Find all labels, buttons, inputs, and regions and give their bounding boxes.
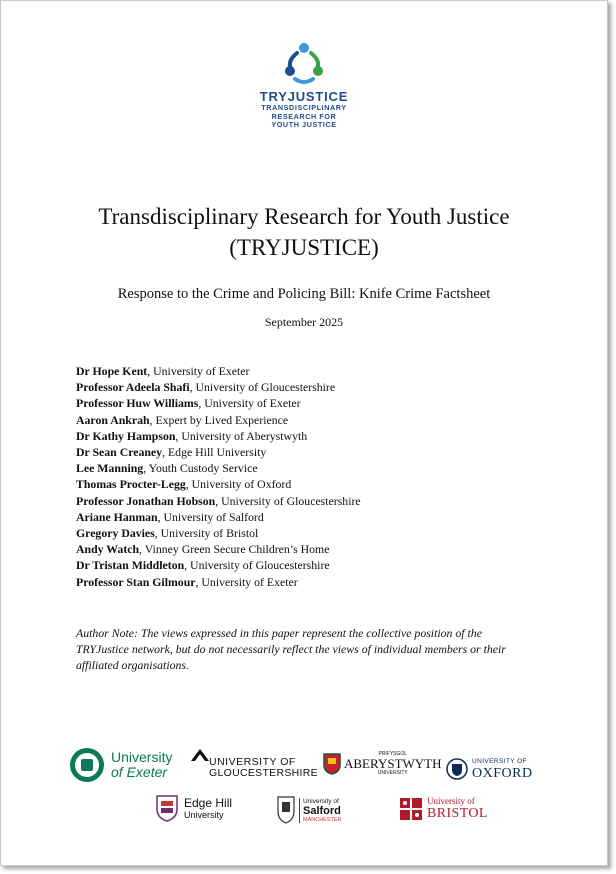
author-name: Professor Huw Williams [76,396,199,411]
author-item [76,460,361,476]
author-item [76,379,361,395]
document-subtitle: Response to the Crime and Policing Bill: Knife Crime Factsheet [117,286,491,302]
bristol-crest-icon [399,797,423,821]
author-affiliation: , University of Bristol [154,526,259,541]
author-name: Gregory Davies [76,526,155,541]
author-item [76,363,361,379]
author-affiliation: , University of Oxford [185,477,292,492]
salford-crest-icon [276,795,296,825]
salford-line3: MANCHESTER [303,816,342,823]
author-item [76,444,361,460]
author-list [76,363,361,590]
author-name: Professor Jonathan Hobson [76,493,216,508]
oxford-crest-icon [446,756,468,782]
gloucestershire-line1: UNIVERSITY OF [209,756,296,768]
salford-line1: University of [303,797,339,805]
edgehill-line1: Edge Hill [184,795,233,810]
author-affiliation: , Expert by Lived Experience [149,412,289,427]
brand-tagline-2: RESEARCH FOR [271,111,337,121]
author-note: Author Note: The views expressed in this paper represent the collective position of the TRYJustice network, but do not necessarily reflect the views of individual members or their affiliated organisations. [76,626,506,673]
document-date: September 2025 [264,315,344,329]
author-name: Dr Hope Kent [76,364,148,378]
exeter-crest-icon [69,747,105,783]
author-affiliation: , University of Exeter [195,574,298,589]
exeter-logo [69,747,172,783]
author-affiliation: , University of Aberystwyth [175,428,308,443]
salford-line2: Salford [303,804,341,817]
author-item [76,412,361,428]
edgehill-crest-icon [154,793,180,823]
oxford-logo [446,756,533,782]
author-name: Dr Kathy Hampson [76,428,176,443]
aberystwyth-logo [323,752,442,776]
oxford-line2: OXFORD [472,765,533,781]
document-title: Transdisciplinary Research for Youth Justice (TRYJUSTICE) [98,204,510,260]
brand-name: TRYJUSTICE [259,89,349,104]
author-name: Ariane Hanman [76,509,158,524]
author-item [76,493,361,509]
bristol-logo [399,796,488,821]
author-item [76,476,361,492]
tryjustice-emblem-icon [281,39,327,85]
author-name: Dr Tristan Middleton [76,558,185,573]
exeter-line1: University [111,749,173,765]
author-item [76,557,361,573]
author-name: Dr Sean Creaney [76,445,163,460]
author-item [76,525,361,541]
author-item [76,428,361,444]
bristol-line2: BRISTOL [427,806,488,821]
oxford-line1: UNIVERSITY OF [472,757,527,765]
brand-tagline-3: YOUTH JUSTICE [271,120,337,130]
bristol-line1: University of [427,796,475,806]
author-affiliation: , University of Salford [157,509,264,524]
edgehill-logo [154,793,232,823]
author-item [76,574,361,590]
author-name: Professor Stan Gilmour [76,574,196,589]
author-affiliation: , University of Exeter [147,364,250,378]
author-item [76,509,361,525]
author-item [76,395,361,411]
author-name: Andy Watch [76,542,140,557]
aberystwyth-shield-icon [323,753,341,775]
tryjustice-logo [1,39,607,130]
author-affiliation: , University of Gloucestershire [215,493,361,508]
author-name: Lee Manning [76,461,144,476]
brand-tagline-1: TRANSDISCIPLINARY [261,103,347,112]
author-affiliation: , Edge Hill University [162,445,267,460]
author-item [76,541,361,557]
author-name: Aaron Ankrah [76,412,150,427]
author-affiliation: , Vinney Green Secure Children’s Home [139,542,330,557]
aberystwyth-top: PRIFYSGOL [378,751,408,757]
aberystwyth-bottom: UNIVERSITY [377,770,408,776]
author-affiliation: , Youth Custody Service [143,461,258,476]
author-affiliation: , University of Exeter [198,396,301,411]
author-affiliation: , University of Gloucestershire [189,380,336,395]
gloucestershire-logo [191,747,318,779]
gloucestershire-line2: GLOUCESTERSHIRE [209,767,318,779]
exeter-line2: of Exeter [111,764,168,780]
salford-logo [276,795,342,825]
gloucestershire-chevron-icon [191,747,209,761]
author-affiliation: , University of Gloucestershire [184,558,330,573]
author-name: Thomas Procter-Legg [76,477,186,492]
edgehill-line2: University [184,809,224,820]
aberystwyth-main: ABERYSTWYTH [344,756,442,771]
author-name: Professor Adeela Shafi [76,380,190,395]
